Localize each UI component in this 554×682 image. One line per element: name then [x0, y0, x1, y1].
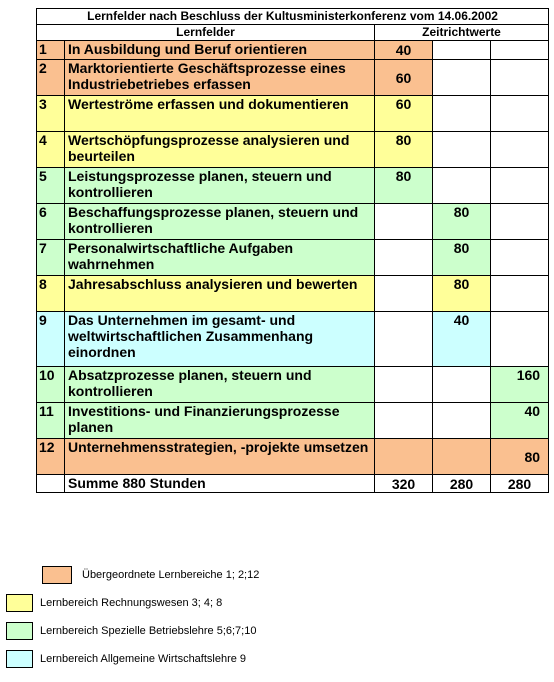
- row-number: 11: [37, 403, 65, 439]
- row-title: Investitions- und Finanzierungsprozesse planen: [65, 403, 375, 439]
- row-number: 6: [37, 204, 65, 240]
- row-number: 10: [37, 367, 65, 403]
- row-year1: 80: [375, 132, 433, 168]
- row-title: Werteströme erfassen und dokumentieren: [65, 96, 375, 132]
- row-number: 7: [37, 240, 65, 276]
- legend-item-allgemeine-wirtschaftslehre: [0, 650, 554, 670]
- row-year2: [433, 439, 491, 475]
- row-year3: [491, 168, 549, 204]
- row-number: 12: [37, 439, 65, 475]
- table-row: [37, 132, 549, 168]
- table-row: [37, 96, 549, 132]
- row-year2: 80: [433, 276, 491, 312]
- legend-swatch: [42, 566, 72, 584]
- table-row: [37, 403, 549, 439]
- table-row: [37, 240, 549, 276]
- row-title: Leistungsprozesse planen, steuern und kontrollieren: [65, 168, 375, 204]
- sum-number: [37, 475, 65, 493]
- row-year3: 160: [491, 367, 549, 403]
- sum-year1: 320: [375, 475, 433, 493]
- header-lernfelder: Lernfelder: [37, 25, 375, 41]
- table-row: [37, 367, 549, 403]
- row-year2: 80: [433, 204, 491, 240]
- row-year2: [433, 403, 491, 439]
- row-number: 5: [37, 168, 65, 204]
- row-number: 9: [37, 312, 65, 367]
- row-number: 8: [37, 276, 65, 312]
- table-row: [37, 41, 549, 60]
- row-year2: 80: [433, 240, 491, 276]
- row-number: 1: [37, 41, 65, 60]
- table-caption: Lernfelder nach Beschluss der Kultusministerkonferenz vom 14.06.2002: [37, 9, 549, 25]
- table-row: [37, 60, 549, 96]
- row-year3: [491, 132, 549, 168]
- legend-swatch: [6, 650, 33, 668]
- row-year1: 80: [375, 168, 433, 204]
- header-zeitrichtwerte: Zeitrichtwerte: [375, 25, 549, 41]
- row-year2: [433, 96, 491, 132]
- row-year3: [491, 60, 549, 96]
- row-year1: [375, 367, 433, 403]
- row-title: In Ausbildung und Beruf orientieren: [65, 41, 375, 60]
- row-number: 3: [37, 96, 65, 132]
- row-title: Das Unternehmen im gesamt- und weltwirtschaftlichen Zusammenhang einordnen: [65, 312, 375, 367]
- row-year2: [433, 367, 491, 403]
- legend-label: Lernbereich Allgemeine Wirtschaftslehre 9: [40, 653, 247, 665]
- legend-item-spezielle-betriebslehre: [0, 622, 554, 642]
- row-year1: [375, 312, 433, 367]
- row-year1: [375, 276, 433, 312]
- row-year2: [433, 60, 491, 96]
- lernfelder-table: [36, 8, 549, 493]
- row-year2: [433, 41, 491, 60]
- row-year3: 40: [491, 403, 549, 439]
- table-row: [37, 204, 549, 240]
- row-year1: [375, 240, 433, 276]
- sum-year3: 280: [491, 475, 549, 493]
- table-header-row: [37, 25, 549, 41]
- legend-item-uebergeordnet: [0, 566, 554, 586]
- row-title: Unternehmensstrategien, -projekte umsetzen: [65, 439, 375, 475]
- row-title: Wertschöpfungsprozesse analysieren und beurteilen: [65, 132, 375, 168]
- sum-year2: 280: [433, 475, 491, 493]
- table-row: [37, 168, 549, 204]
- legend-item-rechnungswesen: [0, 594, 554, 614]
- legend-label: Übergeordnete Lernbereiche 1; 2;12: [82, 569, 260, 581]
- row-year2: [433, 132, 491, 168]
- row-year1: 60: [375, 60, 433, 96]
- row-year3: 80: [491, 439, 549, 475]
- row-title: Marktorientierte Geschäftsprozesse eines Industriebetriebes erfassen: [65, 60, 375, 96]
- row-title: Beschaffungsprozesse planen, steuern und kontrollieren: [65, 204, 375, 240]
- row-year3: [491, 276, 549, 312]
- row-year1: 40: [375, 41, 433, 60]
- sum-title: Summe 880 Stunden: [65, 475, 375, 493]
- legend-swatch: [6, 622, 33, 640]
- row-title: Jahresabschluss analysieren und bewerten: [65, 276, 375, 312]
- table-row: [37, 276, 549, 312]
- row-year3: [491, 96, 549, 132]
- table-row: [37, 439, 549, 475]
- row-year2: [433, 168, 491, 204]
- row-number: 2: [37, 60, 65, 96]
- sum-row: [37, 475, 549, 493]
- row-title: Personalwirtschaftliche Aufgaben wahrnehmen: [65, 240, 375, 276]
- row-year1: [375, 403, 433, 439]
- table-row: [37, 312, 549, 367]
- row-year3: [491, 204, 549, 240]
- row-year3: [491, 41, 549, 60]
- row-number: 4: [37, 132, 65, 168]
- row-year3: [491, 240, 549, 276]
- row-year2: 40: [433, 312, 491, 367]
- row-year1: 60: [375, 96, 433, 132]
- row-year1: [375, 439, 433, 475]
- row-year3: [491, 312, 549, 367]
- legend-swatch: [6, 594, 33, 612]
- legend-label: Lernbereich Rechnungswesen 3; 4; 8: [40, 597, 223, 609]
- legend-label: Lernbereich Spezielle Betriebslehre 5;6;7;10: [40, 625, 257, 637]
- row-year1: [375, 204, 433, 240]
- table-caption-row: [37, 9, 549, 25]
- row-title: Absatzprozesse planen, steuern und kontrollieren: [65, 367, 375, 403]
